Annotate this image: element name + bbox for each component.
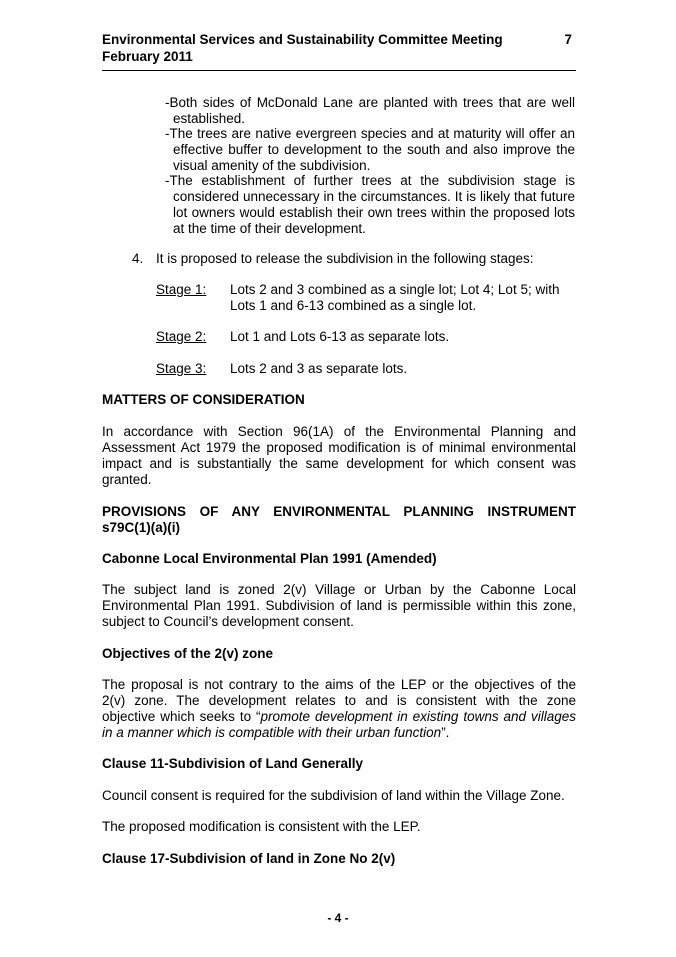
paragraph-line: In accordance with Section 96(1A) of the Environmental Planning and <box>102 424 576 439</box>
section-heading-lep: Cabonne Local Environmental Plan 1991 (Amended) <box>102 551 437 566</box>
paragraph-line: 2(v) zone. The development relates to and is consistent with the zone <box>102 693 576 708</box>
paragraph-clause11-consistency: The proposed modification is consistent with the LEP. <box>102 819 421 834</box>
heading-line: s79C(1)(a)(i) <box>102 520 181 535</box>
stage-label: Stage 3: <box>156 361 207 376</box>
stage-label: Stage 2: <box>156 329 207 344</box>
bullet-item <box>165 126 575 174</box>
page-number: - 4 - <box>327 911 349 925</box>
paragraph-lep <box>102 582 576 630</box>
stage-text: Lots 2 and 3 as separate lots. <box>230 361 408 376</box>
bullet-rest: effective buffer to development to the south and also improve the visual amenity of the subdivision. <box>173 142 575 173</box>
quoted-objective: promote development in existing towns and villages <box>260 709 576 724</box>
header-page-ref: 7 <box>564 32 572 47</box>
paragraph-line: impact and is substantially the same development for which consent was <box>102 456 576 471</box>
section-heading-clause11: Clause 11-Subdivision of Land Generally <box>102 756 364 771</box>
bullet-rest: established. <box>173 111 246 126</box>
paragraph-line: Environmental Plan 1991. Subdivision of land is permissible within this zone, <box>102 598 576 613</box>
section-heading-clause17: Clause 17-Subdivision of land in Zone No 2(v) <box>102 851 396 866</box>
bullet-item <box>165 95 575 127</box>
bullet-first-line: -The establishment of further trees at the subdivision stage is <box>165 173 575 188</box>
paragraph-line: granted. <box>102 472 152 487</box>
paragraph-objectives <box>102 677 576 741</box>
paragraph-clause11: Council consent is required for the subdivision of land within the Village Zone. <box>102 788 565 803</box>
list-item-text: It is proposed to release the subdivision in the following stages: <box>156 251 534 266</box>
section-heading-objectives: Objectives of the 2(v) zone <box>102 646 274 661</box>
paragraph-matters <box>102 424 576 488</box>
bullet-first-line: -Both sides of McDonald Lane are planted with trees that are well <box>165 95 575 110</box>
paragraph-line: Assessment Act 1979 the proposed modification is of minimal environmental <box>102 440 576 455</box>
header-title-line1: Environmental Services and Sustainability Committee Meeting <box>102 32 503 47</box>
paragraph-line: subject to Council’s development consent. <box>102 614 354 629</box>
paragraph-line: The subject land is zoned 2(v) Village or Urban by the Cabonne Local <box>102 582 576 597</box>
page-header <box>102 31 576 65</box>
text-run: objective which seeks to “ <box>102 709 261 724</box>
header-divider <box>102 70 576 71</box>
text-run: ”. <box>441 725 450 740</box>
section-heading-matters: MATTERS OF CONSIDERATION <box>102 392 305 407</box>
heading-line: PROVISIONS OF ANY ENVIRONMENTAL PLANNING INSTRUMENT <box>102 504 576 519</box>
paragraph-line: The proposal is not contrary to the aims of the LEP or the objectives of the <box>102 677 576 692</box>
header-title-line2: February 2011 <box>102 49 193 64</box>
stage-text: Lots 2 and 3 combined as a single lot; Lot 4; Lot 5; with Lots 1 and 6-13 combined as a single lot. <box>230 282 560 313</box>
bullet-rest: considered unnecessary in the circumstances. It is likely that future lot owners would establish their own trees within the proposed lots at the time of their development. <box>173 189 575 236</box>
stage-text: Lot 1 and Lots 6-13 as separate lots. <box>230 329 450 344</box>
bullet-first-line: -The trees are native evergreen species and at maturity will offer an <box>165 126 575 141</box>
list-number: 4. <box>132 251 144 266</box>
bullet-item <box>165 173 575 237</box>
section-heading-provisions <box>102 504 576 536</box>
quoted-objective: in a manner which is compatible with their urban function <box>102 725 442 740</box>
paragraph-line <box>102 725 576 741</box>
paragraph-line <box>102 709 576 725</box>
stage-label: Stage 1: <box>156 282 207 297</box>
